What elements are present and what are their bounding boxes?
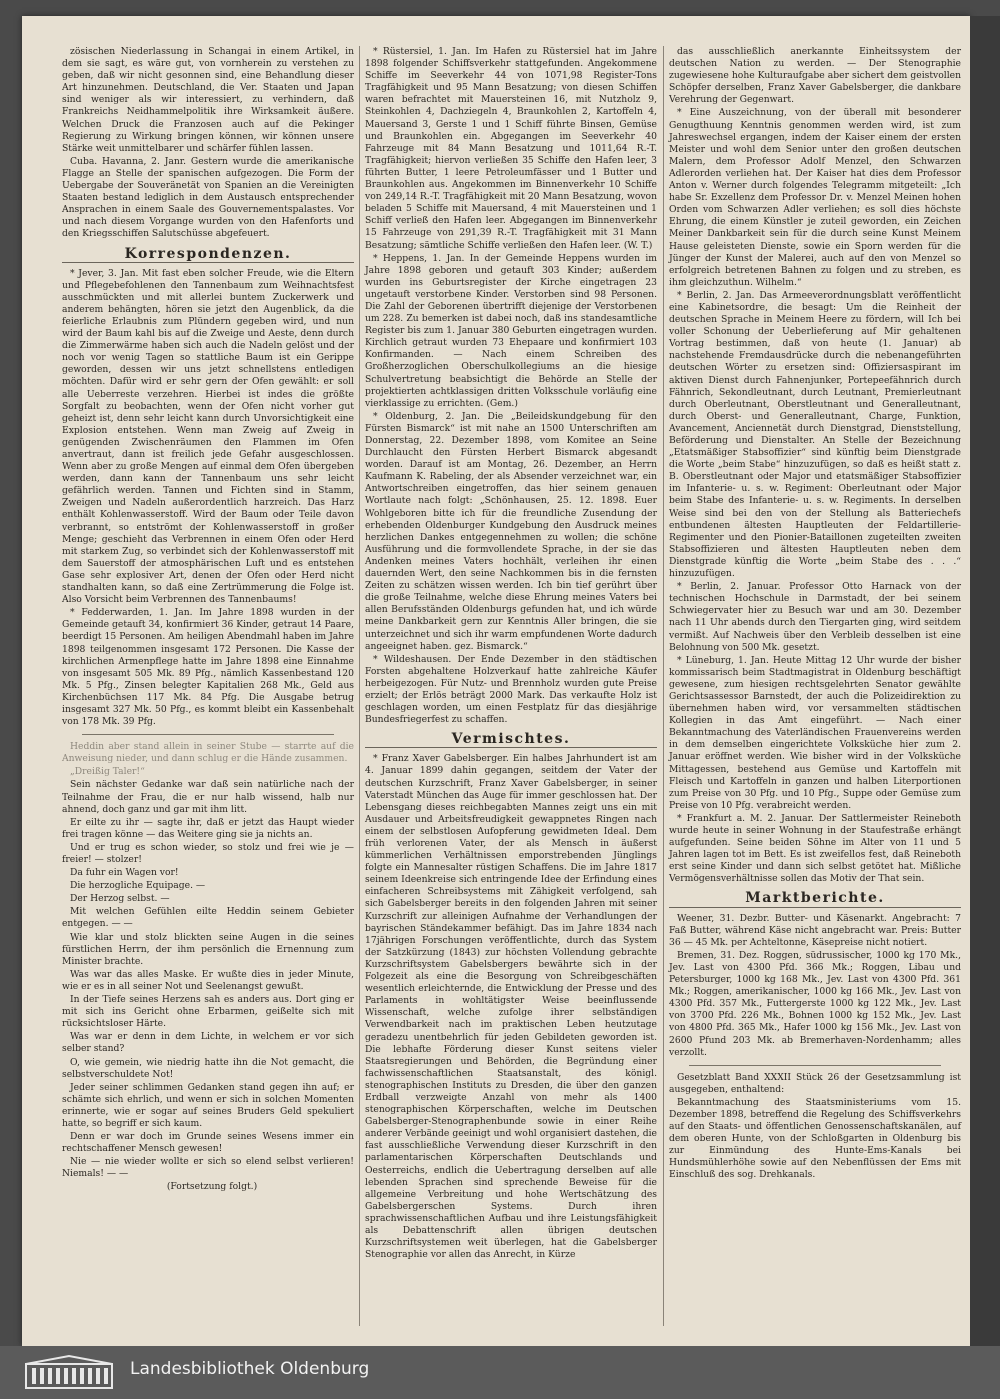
serial-text: Was war er denn in dem Lichte, in welchem er vor sich selber stand? [62,1031,354,1055]
article-frankfurt: * Frankfurt a. M. 2. Januar. Der Sattlermeister Reineboth wurde heute in seiner Wohnung in der Staufestraße erhängt aufgefunden. Seine beiden Söhne im Alter von 11 und 5 Jahren lagen tot im Bett. Es ist zweifellos fest, daß Reineboth erst seine Kinder und dann sich selbst getötet hat. Mißliche Vermögensverhältnisse sollen das Motiv der That sein. [669,812,961,885]
newspaper-page [22,16,970,1346]
column-rule [359,46,360,1326]
article-oldenburg: * Oldenburg, 2. Jan. Die „Beileidskundgebung für den Fürsten Bismarck“ ist mit nahe an 1500 Unterschriften am Donnerstag, 22. Dezember 1898, vom Komitee an Seine Durchlaucht den Fürsten Herbert Bismarck abgesandt worden. Darauf ist am Montag, 26. Dezember, an Herrn Kaufmann K. Rabeling, der als Absender verzeichnet war, ein Antwortschreiben eingetroffen, das hier seinem genauen Wortlaute nach folgt: „Schönhausen, 25. 12. 1898. Euer Wohlgeboren bitte ich für die freundliche Zusendung der erhebenden Oldenburger Kundgebung den Ausdruck meines herzlichen Dankes entgegennehmen zu wollen; die schöne Ausführung und die formvollendete Sprache, in der sie das Andenken meines Vaters hochhält, verleihen ihr einen dauernden Wert, den seine Nachkommen bis in die fernsten Zeiten zu schätzen wissen werden. Ich bin tief gerührt über die große Teilnahme, welche diese Ehrung meines Vaters bei allen Berufsständen Oldenburgs gefunden hat, und ich würde meine Dankbarkeit gern zur Kenntnis Aller bringen, die sie unterzeichnet und sich ihr warm empfundenen Worte dadurch angeeignet haben. gez. Bismarck.“ [365,410,657,652]
serial-text: Da fuhr ein Wagen vor! [70,867,179,879]
column-2 [365,46,657,1262]
article-text: das ausschließlich anerkannte Einheitssystem der deutschen Nation zu werden. — Der Stenographie zugewiesene hohe Kulturaufgabe aber sichert dem geistvollen Schöpfer derselben, Franz Xaver Gabelsberger, die dankbare Verehrung der Gegenwart. [669,46,961,106]
section-heading-vermischtes: Vermischtes. [365,733,657,748]
footer-bar [0,1346,1000,1399]
serial-text: Was war das alles Maske. Er wußte dies in jeder Minute, wie er es in all seiner Not und Seelenangst gewußt. [62,968,354,992]
serial-text: Die herzogliche Equipage. — [70,880,206,892]
serial-text: Nie — nie wieder wollte er sich so elend selbst verlieren! Niemals! — — [62,1156,354,1180]
column-3 [669,46,961,1183]
gesetzblatt-notice: Gesetzblatt Band XXXII Stück 26 der Gesetzsammlung ist ausgegeben, enthaltend: [669,1071,961,1095]
article-fedderwarden: * Fedderwarden, 1. Jan. Im Jahre 1898 wurden in der Gemeinde getauft 34, konfirmiert 36 Kinder, getraut 14 Paare, beerdigt 15 Personen. Am heiligen Abendmahl haben im Jahre 1898 teilgenommen insgesamt 172 Personen. Die Kasse der kirchlichen Armenpflege hatte im Jahre 1898 eine Einnahme von insgesamt 505 Mk. 89 Pfg., nämlich Kassenbestand 120 Mk. 5 Pfg., Zinsen belegter Kapitalien 268 Mk., Geld aus Kirchenbüchsen 117 Mk. 84 Pfg. Die Ausgabe betrug insgesamt 327 Mk. 50 Pfg., es kommt bleibt ein Kassenbehalt von 178 Mk. 39 Pfg. [62,607,354,728]
column-rule [663,46,664,1326]
serial-text: Heddin aber stand allein in seiner Stube — starrte auf die Anweisung nieder, und dann schlug er die Hände zusammen. [62,741,354,765]
serial-text: Und er trug es schon wieder, so stolz und frei wie je — freier! — stolzer! [62,841,354,865]
article-gabelsberger: * Franz Xaver Gabelsberger. Ein halbes Jahrhundert ist am 4. Januar 1899 dahin gegangen, seitdem der Vater der deutschen Kurzschrift, Franz Xaver Gabelsberger, in seiner Vaterstadt München das Auge für immer geschlossen hat. Der Lebensgang dieses reichbegabten Mannes zeigt uns ein mit Ausdauer und Arbeitsfreudigkeit gewappnetes Ringen nach einem der selbstlosen Aufopferung gewidmeten Ideal. Dem früh verlorenen Vater, der als Mensch in äußerst kümmerlichen Verhältnissen emporstrebenden Jünglings folgte ein Mannesalter rüstigen Schaffens. Die im Jahre 1817 seinem Ideenkreise sich entringende Idee der Erfindung eines einfacheren Schreibsystems mit Zähigkeit verfolgend, sah sich Gabelsberger bereits in den folgenden Jahren mit seiner Kurzschrift zur alleinigen Aufnahme der Verhandlungen der bayrischen Ständekammer befähigt. Das im Jahre 1834 nach 17jährigen Forschungen veröffentlichte, durch das System der Satzkürzung (1843) zur höchsten Vollendung gebrachte Kurzschriftsystem Gabelsbergers bewährte sich in der Folgezeit als eine die Besorgung von Schreibgeschäften wesentlich erleichternde, die Entwicklung der Presse und des Parlaments in wohltätigster Weise beeinflussende Wissenschaft, welche zufolge ihrer selbständigen Verwendbarkeit nach im praktischen Leben heutzutage geradezu unentbehrlich für jeden Gebildeten geworden ist. Die lebhafte Förderung dieser Kunst seitens vieler Staatsregierungen und Behörden, die Begründung einer fachwissenschaftlichen Staatsanstalt, des königl. stenographischen Instituts zu Dresden, die über den ganzen Erdball verzweigte Anzahl von mehr als 1400 stenographischen Körperschaften, welche im Deutschen Gabelsberger-Stenographenbunde sowie in einer Reihe anderer Verbände geeinigt und wohl organisiert dastehen, die fast ausschließliche Verwendung dieser Kurzschrift in den parlamentarischen Körperschaften Deutschlands und Oesterreichs, endlich die Uebertragung derselben auf alle lebenden Sprachen sind sprechende Beweise für die allgemeine Verbreitung und hohe Wertschätzung des Gabelsbergerschen Systems. Durch ihren sprachwissenschaftlichen Aufbau und ihre Leistungsfähigkeit als Debattenschrift allen übrigen deutschen Kurzschriftsystemen weit überlegen, hat die Gabelsberger Stenographie vor allen das Anrecht, in Kürze [365,753,657,1261]
market-bremen: Bremen, 31. Dez. Roggen, südrussischer, 1000 kg 170 Mk., Jev. Last von 4300 Pfd. 366 Mk.; Roggen, Libau und Petersburger, 1000 kg 168 Mk., Jev. Last von 4300 Pfd. 361 Mk.; Roggen, amerikanischer, 1000 kg 166 Mk., Jev. Last von 4300 Pfd. 357 Mk., Futtergerste 1000 kg 122 Mk., Jev. Last von 3700 Pfd. 226 Mk., Bohnen 1000 kg 152 Mk., Jev. Last von 4800 Pfd. 365 Mk., Hafer 1000 kg 156 Mk., Jev. Last von 2600 Pfund 203 Mk. ab Bremerhaven-Nordenhamm; alles verzollt. [669,949,961,1058]
article-lueneburg: * Lüneburg, 1. Jan. Heute Mittag 12 Uhr wurde der bisher kommissarisch beim Stadtmagistrat in Oldenburg beschäftigt gewesene, zum hiesigen rechtsgelehrten Senator gewählte Gerichtsassessor Barnstedt, der auch die Polizeidirektion zu übernehmen haben wird, vor versammelten städtischen Kollegien in das Amt eingeführt. — Nach einer Bekanntmachung des Vaterländischen Frauenvereins werden in dem demselben eingerichtete Volksküche hier zum 2. Januar eröffnet werden. Wie bisher wird in der Volksküche Mittagessen, bestehend aus Gemüse und Kartoffeln mit Fleisch und Kartoffeln in ganzen und halben Literportionen zum Preise von 30 Pfg. und 10 Pfg., Suppe oder Gemüse zum Preise von 10 Pfg. verabreicht werden. [669,654,961,811]
serial-text: Mit welchen Gefühlen eilte Heddin seinem Gebieter entgegen. — — [62,906,354,930]
serial-text: In der Tiefe seines Herzens sah es anders aus. Dort ging er mit sich ins Gericht ohne Erbarmen, geißelte sich mit rücksichtsloser Härte. [62,994,354,1030]
article-cuba: Cuba. Havanna, 2. Janr. Gestern wurde die amerikanische Flagge an Stelle der spanischen aufgezogen. Die Form der Uebergabe der Souveränetät von Spanien an die Vereinigten Staaten bestand lediglich in dem Austausch entsprechender Ansprachen in einem Saale des Gouvernementspalastes. Vor und nach diesem Vorgange wurden von den Hafenforts und den Kriegsschiffen Salutschüsse abgefeuert. [62,155,354,240]
serial-text: O, wie gemein, wie niedrig hatte ihn die Not gemacht, die selbstverschuldete Not! [62,1056,354,1080]
article-auszeichnung: * Eine Auszeichnung, von der überall mit besonderer Genugthuung Kenntnis genommen werden wird, ist zum Jahreswechsel ergangen, indem der Kaiser einem der ersten Meister und wohl dem Senior unter den großen deutschen Malern, dem Professor Adolf Menzel, den Schwarzen Adlerorden verliehen hat. Der Kaiser hat dies dem Professor Anton v. Werner durch folgendes Telegramm mitgeteilt: „Ich habe Sr. Exzellenz dem Professor Dr. v. Menzel Meinen hohen Orden vom Schwarzen Adler verliehen; es soll dies höchste Ehrung, die einem Künstler je zuteil geworden, ein Zeichen Meiner Dankbarkeit sein für die durch seine Kunst Meinem Hause geleisteten Dienste, sowie ein Sporn werden für die Jünger der Kunst der Malerei, auch auf den von Menzel so erfolgreich betretenen Bahnen zu folgen und zu streben, es ihm gleichzuthun. Wilhelm.“ [669,107,961,288]
library-name: Landesbibliothek Oldenburg [130,1359,370,1379]
serial-text: Der Herzog selbst. — [70,893,170,905]
divider [82,734,334,735]
serial-text: Wie klar und stolz blickten seine Augen in die seines fürstlichen Herrn, der ihm persönlich die Ernennung zum Minister brachte. [62,931,354,967]
section-heading-korrespondenzen: Korrespondenzen. [62,248,354,263]
section-heading-marktberichte: Marktberichte. [669,892,961,907]
article-wildeshausen: * Wildeshausen. Der Ende Dezember in den städtischen Forsten abgehaltene Holzverkauf hatte zahlreiche Käufer herbeigezogen. Für Nutz- und Brennholz wurden gute Preise erzielt; der Erlös beträgt 2000 Mark. Das verkaufte Holz ist geschlagen worden, um einen Festplatz für das diesjährige Bundesfriegerfest zu schaffen. [365,653,657,726]
divider [689,1065,941,1066]
article-ruestersiel: * Rüstersiel, 1. Jan. Im Hafen zu Rüstersiel hat im Jahre 1898 folgender Schiffsverkehr stattgefunden. Angekommene Schiffe im Seeverkehr 44 von 1071,98 Register-Tons Tragfähigkeit und 95 Mann Besatzung; von diesen Schiffen waren befrachtet mit Mauersteinen 16, mit Nutzholz 9, Steinkohlen 4, Dachziegeln 4, Braunkohlen 2, Kartoffeln 4, Mauersand 3, Gerste 1 und 1 Schiff führte Binsen, Gemüse und Braunkohlen ein. Abgegangen im Seeverkehr 40 Fahrzeuge mit 84 Mann Besatzung und 1011,64 R.-T. Tragfähigkeit; hiervon verließen 35 Schiffe den Hafen leer, 3 führten Butter, 1 leere Petroleumfässer und 1 Butter und Braunkohlen aus. Angekommen im Binnenverkehr 10 Schiffe von 249,14 R.-T. Tragfähigkeit mit 20 Mann Besatzung, wovon beladen 5 Schiffe mit Mauersand, 4 mit Mauersteinen und 1 Schiff verließ den Hafen leer. Abgegangen im Binnenverkehr 15 Fahrzeuge von 291,39 R.-T. Tragfähigkeit mit 31 Mann Besatzung; sämtliche Schiffe verließen den Hafen leer. (W. T.) [365,46,657,251]
article-heppens: * Heppens, 1. Jan. In der Gemeinde Heppens wurden im Jahre 1898 geboren und getauft 303 Kinder; außerdem wurden ins Geburtsregister der Kirche eingetragen 23 ungetauft verstorbene Kinder. Verstorben sind 98 Personen. Die Zahl der Geborenen übertrifft diejenige der Verstorbenen um 228. Zu bemerken ist dabei noch, daß ins standesamtliche Register bis zum 1. Januar 380 Geburten eingetragen wurden. Kirchlich getraut wurden 73 Ehepaare und konfirmiert 103 Konfirmanden. — Nach einem Schreiben des Großherzoglichen Oberschulkollegiums an die hiesige Schulvertretung beabsichtigt die Behörde an Stelle der projektierten achtklassigen dritten Volksschule vorläufig eine vierklassige zu errichten. (Gem.) [365,252,657,409]
market-weener: Weener, 31. Dezbr. Butter- und Käsenarkt. Angebracht: 7 Faß Butter, während Käse nicht angebracht war. Preis: Butter 36 — 45 Mk. per Achteltonne, Käsepreise nicht notiert. [669,912,961,948]
library-building-icon [24,1354,114,1390]
serial-text: Sein nächster Gedanke war daß sein natürliche nach der Teilnahme der Frau, die er nur halb wissend, halb nur ahnend, doch ganz und gar mit ihm litt. [62,779,354,815]
article-berlin-2: * Berlin, 2. Januar. Professor Otto Harnack von der technischen Hochschule in Darmstadt, der bei seinem Schwiegervater hier zu Besuch war und am 30. Dezember nach 11 Uhr abends durch den Tiergarten ging, wird seitdem vermißt. Auf Nachweis über den Verbleib desselben ist eine Belohnung von 500 Mk. gesetzt. [669,581,961,653]
column-1 [62,46,354,1195]
article-jever: * Jever, 3. Jan. Mit fast eben solcher Freude, wie die Eltern und Pflegebefohlenen den Tannenbaum zum Weihnachtsfest ausschmückten und mit allerlei buntem Zuckerwerk und anderem behängten, hören sie jetzt den Augenblick, da die feierliche Erlaubnis zum Plündern gegeben wird, und nun wird der Baum kahl bis auf die Zweige und Aeste, denn durch die Zimmerwärme haben sich auch die Nadeln gelöst und der noch vor wenig Tagen so stattliche Baum ist ein Gerippe geworden, dessen wir uns jetzt schnellstens entledigen möchten. Dafür wird er sehr gern der Ofen gewählt: er soll alle Ueberreste verzehren. Hierbei ist indes die größte Sorgfalt zu beobachten, wenn der Ofen nicht vorher gut geheizt ist, denn sehr leicht kann durch Unvorsichtigkeit eine Explosion entstehen. Wenn man Zweig auf Zweig in genügenden Zwischenräumen den Flammen im Ofen anvertraut, dann ist freilich jede Gefahr ausgeschlossen. Wenn aber zu große Mengen auf einmal dem Ofen übergeben werden, dann kann der Tannenbaum uns sehr leicht gefährlich werden. Tannen und Fichten sind in Stamm, Zweigen und Nadeln außerordentlich harzreich. Das Harz enthält Kohlenwasserstoff. Wird der Baum oder Teile davon verbrannt, so entströmt der Kohlenwasserstoff in großer Menge; geschieht das Verbrennen in einem Ofen oder Herd mit starkem Zug, so verbindet sich der Kohlenwasserstoff mit dem Sauerstoff der atmosphärischen Luft und es entstehen Gase sehr explosiver Art, denen der Ofen oder Herd nicht standhalten kann, so daß eine Zertrümmerung die Folge ist. Also Vorsicht beim Verbrennen des Tannenbaums! [62,267,354,606]
serial-text: Jeder seiner schlimmen Gedanken stand gegen ihn auf; er schämte sich ehrlich, und wenn er sich in solchen Momenten erinnerte, wie er sogar auf seines Bruders Geld spekuliert hatte, so begriff er sich kaum. [62,1081,354,1129]
scan-background [970,16,1000,1346]
article-text: zösischen Niederlassung in Schangai in einem Artikel, in dem sie sagt, es wäre gut, von vornherein zu verstehen zu geben, daß wir nicht gesonnen sind, eine Behandlung dieser Art hinzunehmen. Deutschland, die Ver. Staaten und Japan sind weniger als wir interessiert, zu verhindern, daß Frankreichs Neidhammelpolitik ihre Wirksamkeit äußere. Welchen Druck die Franzosen auch auf die Pekinger Regierung zu Wirkung bringen können, wir können unsere Stärke weit unmittelbarer und schärfer fühlen lassen. [62,46,354,154]
gesetzblatt-content: Bekanntmachung des Staatsministeriums vom 15. Dezember 1898, betreffend die Regelung des Schiffsverkehrs auf den Staats- und öffentlichen Genossenschaftskanälen, auf dem oberen Hunte, von der Schloßgarten in Oldenburg bis zur Einmündung des Hunte-Ems-Kanals bei Hundsmühlerhöhe sowie auf den Nebenflüssen der Ems mit Einschluß des sog. Drehkanals. [669,1096,961,1181]
continuation-note: (Fortsetzung folgt.) [166,1181,258,1193]
serial-text: Er eilte zu ihr — sagte ihr, daß er jetzt das Haupt wieder frei tragen könne — das Weitere ging sie ja nichts an. [62,816,354,840]
serial-text: Denn er war doch im Grunde seines Wesens immer ein rechtschaffener Mensch gewesen! [62,1131,354,1155]
serial-text: „Dreißig Taler!“ [70,766,145,778]
article-berlin: * Berlin, 2. Jan. Das Armeeverordnungsblatt veröffentlicht eine Kabinetsordre, die besagt: Um die Reinheit der deutschen Sprache in Meinem Heere zu fördern, will Ich bei voller Schonung der Ueberlieferung auf Mir gehaltenen Vortrag bestimmen, daß von heute (1. Januar) ab nachstehende Fremdausdrücke durch die nebenangeführten deutschen Wörter zu ersetzen sind: Offiziersaspirant im aktiven Dienst durch Fahnenjunker, Portepeefähnrich durch Fähnrich, Sekondleutnant, durch Leutnant, Premierleutnant durch Oberleutnant, Oberstleutnant und Generalleutnant, durch Oberst- und Generalleutnant, Charge, Funktion, Avancement, Anciennetät durch Dienstgrad, Dienststellung, Beförderung und Dienstalter. An Stelle der Bezeichnung „Etatsmäßiger Stabsoffizier“ sind künftig beim Dienstgrade die Worte „beim Stabe“ hinzuzufügen, so daß es heißt statt z. B. Oberstleutnant oder Major und etatsmäßiger Stabsoffizier im Infanterie- u. s. w. Regiment: Oberleutnant oder Major beim Stabe des Infanterie- u. s. w. Regiments. In derselben Weise sind bei den von der Stellung als Batteriechefs entbundenen ältesten Hauptleuten der Feldartillerie-Regimenter und den Pionier-Bataillonen zugeteilten zweiten Stabsoffizieren und ältesten Hauptleuten neben dem Dienstgrade künftig die Worte „beim Stabe des . . .“ hinzuzufügen. [669,289,961,580]
